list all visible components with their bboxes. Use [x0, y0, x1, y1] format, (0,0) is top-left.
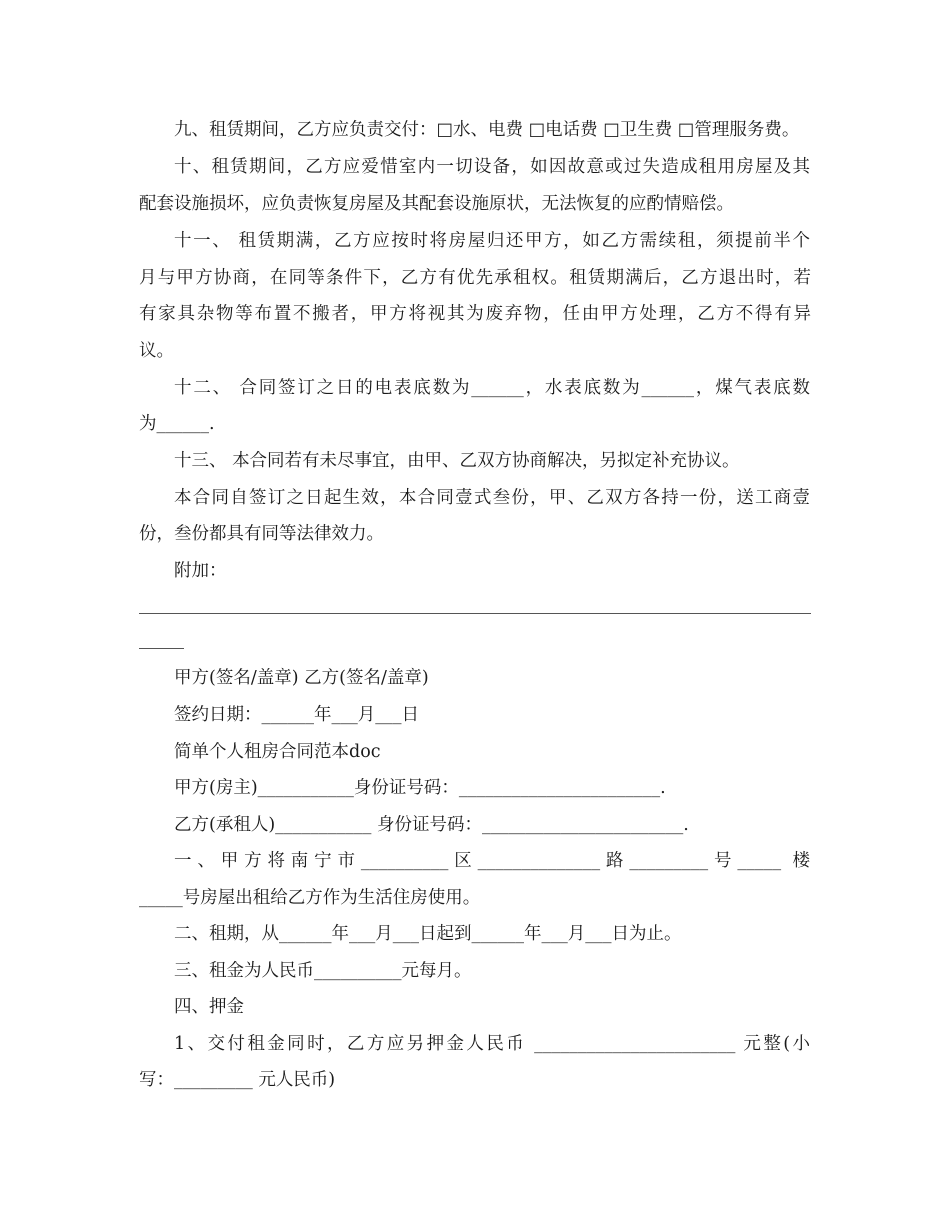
appendix-blank-line [139, 613, 811, 614]
clause-13: 十三、 本合同若有未尽事宜，由甲、乙双方协商解决，另拟定补充协议。 [174, 451, 740, 471]
party-a-info: 甲方(房主)___________身份证号码：_______________________. [174, 778, 666, 798]
clause-12-line-1: 十二、 合同签订之日的电表底数为______，水表底数为______，煤气表底数 [174, 378, 810, 398]
deposit-line-1: 1、交付租金同时，乙方应另押金人民币 _______________________ 元整(小 [174, 1034, 810, 1054]
clause-11-line-3: 有家具杂物等布置不搬者，甲方将视其为废弃物，任由甲方处理，乙方不得有异 [139, 304, 811, 324]
clause-10-line-1: 十、租赁期间，乙方应爱惜室内一切设备，如因故意或过失造成租用房屋及其 [174, 157, 810, 177]
appendix-blank-line-continued [139, 648, 184, 649]
party-b-info: 乙方(承租人)___________ 身份证号码：_______________________. [174, 815, 689, 835]
effect-clause-line-2: 份，叁份都具有同等法律效力。 [139, 524, 384, 544]
appendix-label: 附加： [174, 561, 227, 581]
signature-line: 甲方(签名/盖章) 乙方(签名/盖章) [174, 668, 429, 688]
deposit-line-2: 写：_________ 元人民币) [139, 1070, 336, 1090]
clause-10-line-2: 配套设施损坏，应负责恢复房屋及其配套设施原状，无法恢复的应酌情赔偿。 [139, 194, 734, 214]
clause-11-line-2: 月与甲方协商，在同等条件下，乙方有优先承租权。租赁期满后，乙方退出时，若 [139, 268, 811, 288]
item-1-line-2: _____号房屋出租给乙方作为生活住房使用。 [139, 888, 481, 908]
signing-date: 签约日期：______年___月___日 [174, 705, 419, 725]
item-1-line-1: 一、甲方将南宁市__________区______________路_________号_____ 楼 [174, 851, 810, 871]
clause-11-line-4: 议。 [139, 341, 174, 361]
item-2-lease-term: 二、租期，从______年___月___日起到______年___月___日为止。 [174, 924, 682, 944]
effect-clause-line-1: 本合同自签订之日起生效，本合同壹式叁份，甲、乙双方各持一份，送工商壹 [174, 488, 810, 508]
item-4-deposit-heading: 四、押金 [174, 997, 244, 1017]
clause-11-line-1: 十一、 租赁期满，乙方应按时将房屋归还甲方，如乙方需续租，须提前半个 [174, 231, 810, 251]
item-3-rent: 三、租金为人民币__________元每月。 [174, 961, 472, 981]
clause-12-line-2: 为______. [139, 414, 215, 434]
section-title: 简单个人租房合同范本doc [174, 742, 381, 762]
clause-9: 九、租赁期间，乙方应负责交付：□水、电费 □电话费 □卫生费 □管理服务费。 [174, 120, 800, 140]
